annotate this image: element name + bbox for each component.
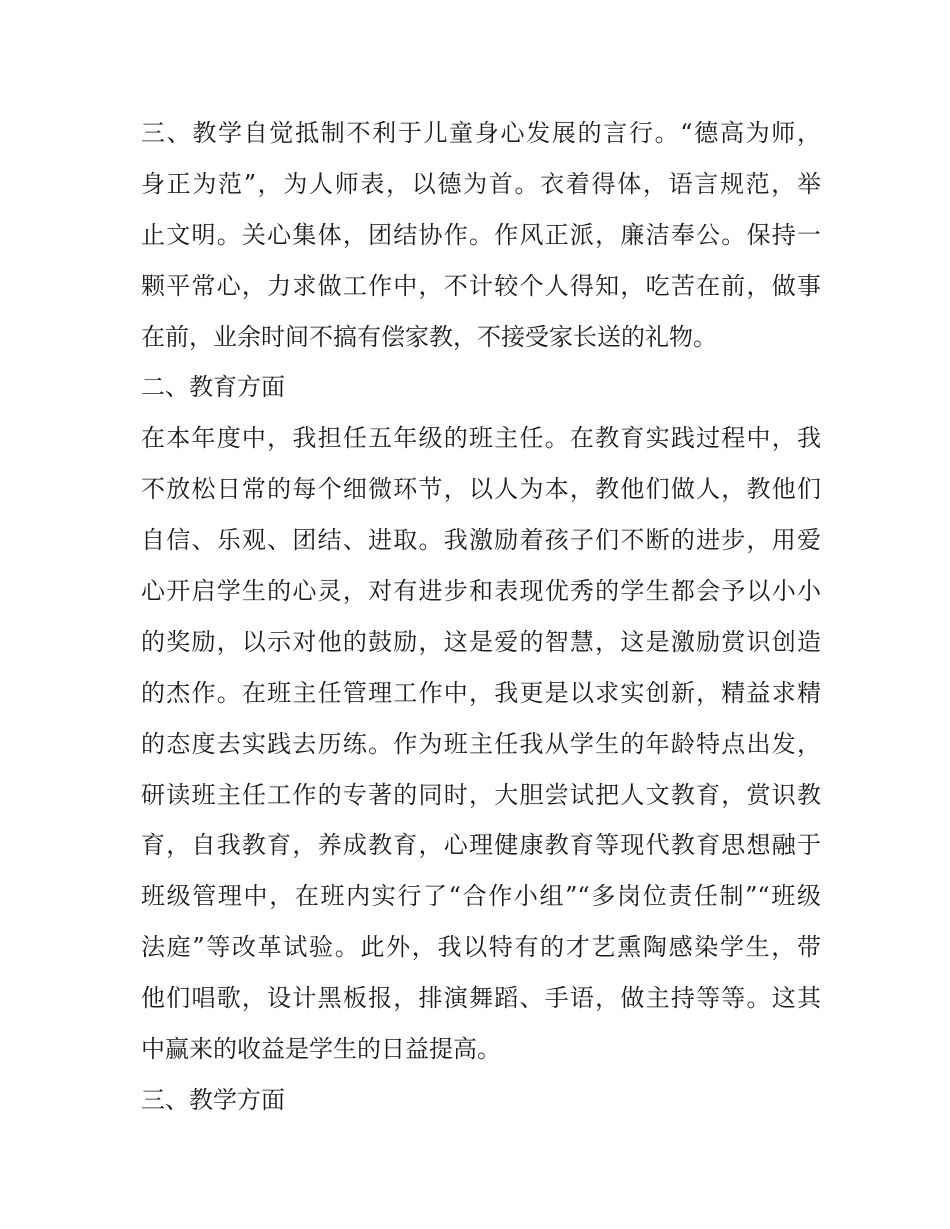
text-line: 的奖励，以示对他的鼓励，这是爱的智慧，这是激励赏识创造 bbox=[141, 627, 821, 656]
text-line: 的态度去实践去历练。作为班主任我从学生的年龄特点出发， bbox=[141, 729, 821, 758]
text-line: 育，自我教育，养成教育，心理健康教育等现代教育思想融于 bbox=[141, 831, 821, 860]
section-heading-education: 二、教育方面 bbox=[141, 373, 285, 402]
text-line: 颗平常心，力求做工作中，不计较个人得知，吃苦在前，做事 bbox=[141, 271, 821, 300]
text-line: 在前，业余时间不搞有偿家教，不接受家长送的礼物。 bbox=[141, 322, 717, 351]
text-line: 中赢来的收益是学生的日益提高。 bbox=[141, 1035, 501, 1064]
text-line: 在本年度中，我担任五年级的班主任。在教育实践过程中，我 bbox=[141, 424, 821, 453]
text-line: 身正为范”，为人师表，以德为首。衣着得体，语言规范，举 bbox=[141, 169, 821, 198]
text-line: 不放松日常的每个细微环节，以人为本，教他们做人，教他们 bbox=[141, 475, 821, 504]
text-line: 研读班主任工作的专著的同时，大胆尝试把人文教育，赏识教 bbox=[141, 780, 821, 809]
text-line: 班级管理中，在班内实行了“合作小组”“多岗位责任制”“班级 bbox=[141, 882, 821, 911]
text-line: 法庭”等改革试验。此外，我以特有的才艺熏陶感染学生，带 bbox=[141, 933, 821, 962]
document-body bbox=[141, 108, 821, 1126]
text-line: 他们唱歌，设计黑板报，排演舞蹈、手语，做主持等等。这其 bbox=[141, 984, 821, 1013]
text-line: 的杰作。在班主任管理工作中，我更是以求实创新，精益求精 bbox=[141, 678, 821, 707]
section-heading-teaching: 三、教学方面 bbox=[141, 1085, 285, 1114]
text-line: 自信、乐观、团结、进取。我激励着孩子们不断的进步，用爱 bbox=[141, 526, 821, 555]
text-line: 三、教学自觉抵制不利于儿童身心发展的言行。“德高为师， bbox=[141, 119, 821, 147]
text-line: 心开启学生的心灵，对有进步和表现优秀的学生都会予以小小 bbox=[141, 577, 821, 606]
text-line: 止文明。关心集体，团结协作。作风正派，廉洁奉公。保持一 bbox=[141, 220, 821, 249]
